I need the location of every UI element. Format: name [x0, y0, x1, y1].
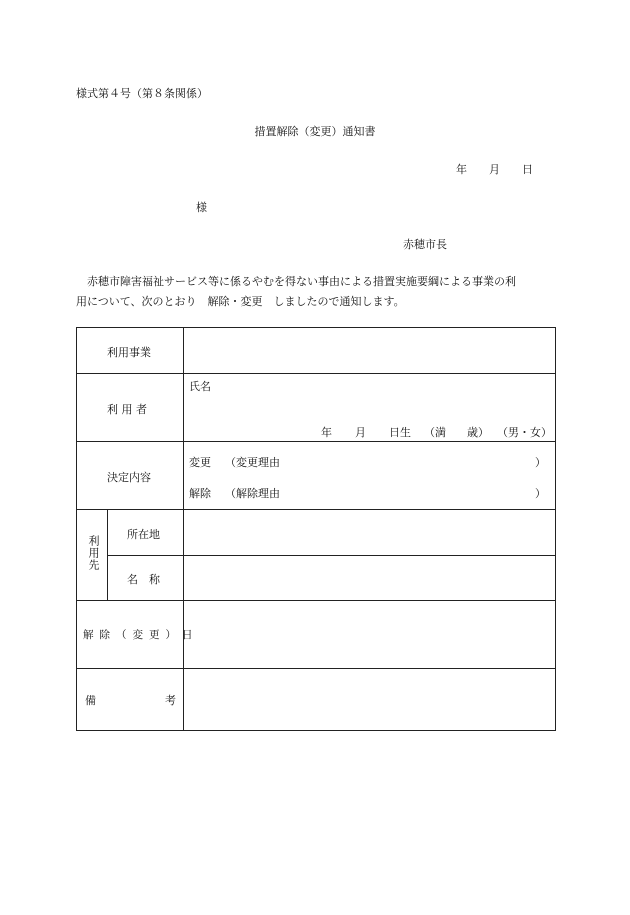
page-title: 措置解除（変更）通知書	[254, 125, 376, 138]
row-divider	[77, 668, 555, 669]
user-birth-year: 年	[321, 426, 332, 439]
row-divider	[77, 509, 555, 510]
form-number: 様式第４号（第８条関係）	[76, 87, 208, 100]
row-divider	[107, 555, 555, 556]
decision-change-label: 変更	[189, 456, 211, 469]
decision-label: 決定内容	[107, 471, 151, 484]
row-divider	[77, 600, 555, 601]
destination-location-label: 所在地	[127, 528, 160, 541]
issuer: 赤穂市長	[403, 238, 447, 251]
notice-form-table	[76, 327, 556, 731]
notice-body-line-1: 赤穂市障害福祉サービス等に係るやむを得ない事由による措置実施要綱による事業の利	[87, 275, 516, 288]
decision-cancel-close: ）	[535, 487, 546, 500]
destination-group-label: 利用先	[87, 535, 100, 571]
issue-date-year: 年	[456, 163, 467, 176]
row-divider	[77, 441, 555, 442]
user-age-open: （満	[424, 426, 446, 439]
user-label: 利 用 者	[107, 403, 147, 416]
addressee-suffix: 様	[196, 201, 207, 214]
remarks-label-right: 考	[165, 694, 176, 707]
decision-cancel-reason: （解除理由	[225, 487, 280, 500]
notice-body	[76, 272, 556, 312]
user-birth-day: 日生	[389, 426, 411, 439]
issue-date-month: 月	[489, 163, 500, 176]
decision-change-close: ）	[535, 456, 546, 469]
issue-date-day: 日	[522, 163, 533, 176]
decision-change-reason: （変更理由	[225, 456, 280, 469]
user-name-label: 氏名	[189, 380, 211, 393]
remarks-label-left: 備	[85, 694, 96, 707]
decision-cancel-label: 解除	[189, 487, 211, 500]
user-birth-month: 月	[355, 426, 366, 439]
column-divider	[107, 509, 108, 600]
notice-body-line-2: 用について、次のとおり 解除・変更 しましたので通知します。	[76, 295, 405, 308]
column-divider	[183, 328, 184, 730]
user-age-close: 歳）	[467, 426, 489, 439]
service-label: 利用事業	[107, 346, 151, 359]
row-divider	[77, 373, 555, 374]
user-gender: （男・女）	[497, 426, 552, 439]
destination-name-label: 名 称	[127, 573, 160, 586]
issue-date	[456, 161, 533, 177]
effective-date-label: 解除（変更）日	[83, 629, 199, 641]
